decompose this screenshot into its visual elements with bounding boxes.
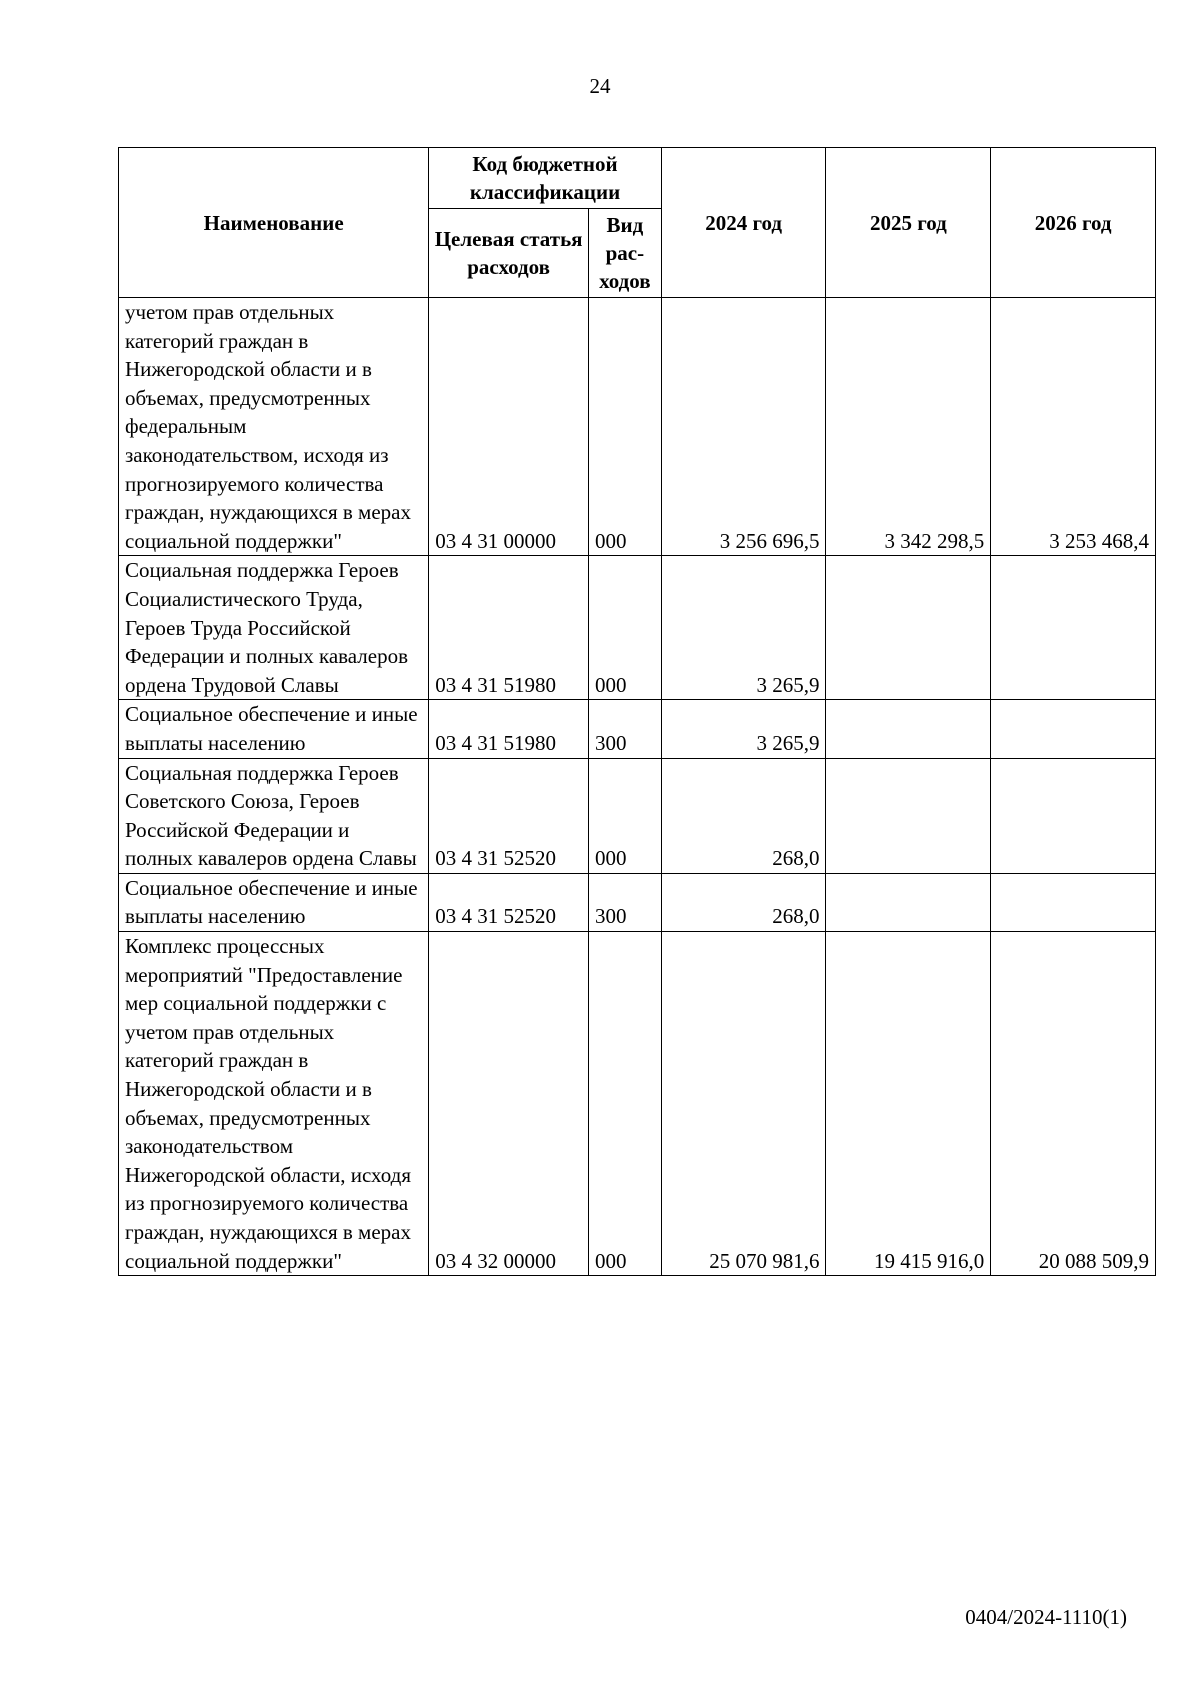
page-number: 24	[589, 74, 611, 98]
row-name: учетом прав отдельных категорий граждан в Нижегородской области и в объемах, предусмотренных федеральным законодательством, исходя из прогнозируемого количества граждан, нуждающихся в мерах социальной поддержки"	[119, 298, 429, 556]
row-amount-2024: 25 070 981,6	[661, 932, 826, 1276]
header-year-2026: 2026 год	[991, 148, 1156, 298]
header-name: Наименование	[119, 148, 429, 298]
row-amount-2025	[826, 700, 991, 758]
table-header	[119, 148, 1156, 298]
row-target-article: 03 4 31 52520	[429, 758, 589, 873]
row-amount-2025: 3 342 298,5	[826, 298, 991, 556]
header-target-article: Целевая статья расходов	[429, 209, 589, 298]
row-amount-2024: 268,0	[661, 873, 826, 931]
header-expense-kind: Вид рас-ходов	[588, 209, 661, 298]
row-target-article: 03 4 31 00000	[429, 298, 589, 556]
row-expense-kind: 000	[588, 758, 661, 873]
row-name: Социальная поддержка Героев Советского Союза, Героев Российской Федерации и полных кавалеров ордена Славы	[119, 758, 429, 873]
row-amount-2025	[826, 758, 991, 873]
row-amount-2026	[991, 556, 1156, 700]
row-amount-2026: 20 088 509,9	[991, 932, 1156, 1276]
row-expense-kind: 300	[588, 873, 661, 931]
table-row	[119, 758, 1156, 873]
row-amount-2024: 3 265,9	[661, 556, 826, 700]
row-name: Комплекс процессных мероприятий "Предоставление мер социальной поддержки с учетом прав отдельных категорий граждан в Нижегородской области и в объемах, предусмотренных законодательством Нижегородской области, исходя из прогнозируемого количества граждан, нуждающихся в мерах социальной поддержки"	[119, 932, 429, 1276]
row-name: Социальное обеспечение и иные выплаты населению	[119, 700, 429, 758]
table-row	[119, 700, 1156, 758]
row-amount-2024: 268,0	[661, 758, 826, 873]
row-amount-2026	[991, 700, 1156, 758]
row-target-article: 03 4 31 52520	[429, 873, 589, 931]
row-target-article: 03 4 31 51980	[429, 556, 589, 700]
row-amount-2025: 19 415 916,0	[826, 932, 991, 1276]
row-target-article: 03 4 32 00000	[429, 932, 589, 1276]
row-amount-2025	[826, 873, 991, 931]
document-code: 0404/2024-1110(1)	[965, 1605, 1127, 1629]
row-amount-2026	[991, 873, 1156, 931]
table-row	[119, 873, 1156, 931]
row-expense-kind: 300	[588, 700, 661, 758]
row-name: Социальное обеспечение и иные выплаты населению	[119, 873, 429, 931]
header-year-2024: 2024 год	[661, 148, 826, 298]
table-row	[119, 298, 1156, 556]
row-expense-kind: 000	[588, 298, 661, 556]
row-amount-2024: 3 256 696,5	[661, 298, 826, 556]
budget-table	[118, 147, 1156, 1276]
header-year-2025: 2025 год	[826, 148, 991, 298]
header-code-group: Код бюджетной классификации	[429, 148, 661, 209]
row-name: Социальная поддержка Героев Социалистического Труда, Героев Труда Российской Федерации и полных кавалеров ордена Трудовой Славы	[119, 556, 429, 700]
row-expense-kind: 000	[588, 556, 661, 700]
table-row	[119, 556, 1156, 700]
table-row	[119, 932, 1156, 1276]
row-amount-2026: 3 253 468,4	[991, 298, 1156, 556]
row-amount-2025	[826, 556, 991, 700]
row-target-article: 03 4 31 51980	[429, 700, 589, 758]
row-amount-2024: 3 265,9	[661, 700, 826, 758]
row-amount-2026	[991, 758, 1156, 873]
row-expense-kind: 000	[588, 932, 661, 1276]
